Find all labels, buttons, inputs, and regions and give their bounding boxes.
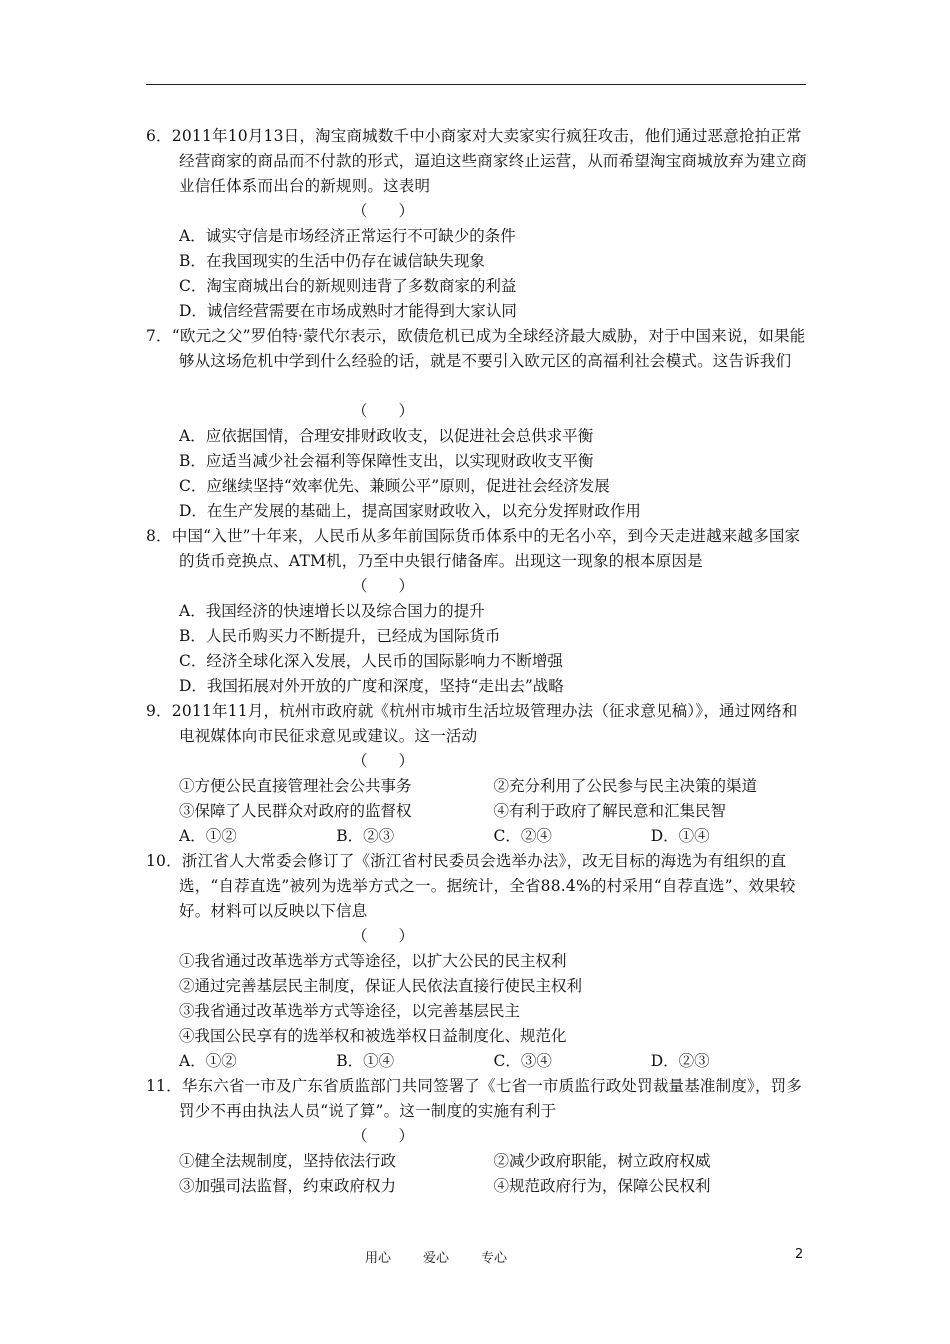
statement-3: ③保障了人民群众对政府的监督权 [179, 802, 412, 820]
answer-bracket: （ ） [352, 402, 415, 420]
option-b: B．应适当减少社会福利等保障性支出，以实现财政收支平衡 [179, 452, 594, 470]
question-9-stem: 9．2011年11月，杭州市政府就《杭州市城市生活垃圾管理办法（征求意见稿）》，通过网络和电视媒体向市民征求意见或建议。这一活动 [146, 702, 798, 745]
statement-row [146, 799, 808, 824]
choice-c: C．③④ [493, 1052, 552, 1070]
option-c: C．经济全球化深入发展，人民币的国际影响力不断增强 [179, 652, 563, 670]
option-c: C．应继续坚持“效率优先、兼顾公平”原则，促进社会经济发展 [179, 477, 610, 495]
statement-4: ④规范政府行为，保障公民权利 [493, 1177, 711, 1195]
footer-word: 爱心 [423, 1251, 450, 1266]
option-c: C．淘宝商城出台的新规则违背了多数商家的利益 [179, 277, 517, 295]
question-6 [146, 124, 808, 324]
statement-2: ②通过完善基层民主制度，保证人民依法直接行使民主权利 [179, 977, 583, 995]
option-a: A．我国经济的快速增长以及综合国力的提升 [179, 602, 485, 620]
statement-4: ④我国公民享有的选举权和被选举权日益制度化、规范化 [179, 1027, 567, 1045]
statement-3: ③加强司法监督，约束政府权力 [179, 1177, 397, 1195]
question-9 [146, 699, 808, 849]
statement-row [146, 774, 808, 799]
choice-b: B．②③ [336, 827, 395, 845]
header-rule [146, 84, 806, 85]
question-8-stem: 8．中国“入世”十年来，人民币从多年前国际货币体系中的无名小卒，到今天走进越来越多国家的货币竞换点、ATM机，乃至中央银行储备库。出现这一现象的根本原因是 [146, 527, 801, 570]
answer-bracket: （ ） [352, 927, 415, 945]
footer-motto [365, 1247, 585, 1266]
option-d: D．诚信经营需要在市场成熟时才能得到大家认同 [179, 302, 517, 320]
choice-row [146, 1049, 808, 1074]
choice-a: A．①② [179, 827, 237, 845]
option-b: B．人民币购买力不断提升，已经成为国际货币 [179, 627, 501, 645]
question-6-stem: 6．2011年10月13日，淘宝商城数千中小商家对大卖家实行疯狂攻击，他们通过恶意抢拍正常经营商家的商品而不付款的形式，逼迫这些商家终止运营，从而希望淘宝商城放弃为建立商业信任体系而出台的新规则。这表明 [146, 127, 808, 195]
statement-1: ①我省通过改革选举方式等途径，以扩大公民的民主权利 [179, 952, 567, 970]
choice-b: B．①④ [336, 1052, 395, 1070]
answer-bracket: （ ） [352, 752, 415, 770]
question-content [146, 124, 808, 1199]
statement-row [146, 1149, 808, 1174]
option-d: D．在生产发展的基础上，提高国家财政收入，以充分发挥财政作用 [179, 502, 641, 520]
question-7-stem: 7．“欧元之父”罗伯特·蒙代尔表示，欧债危机已成为全球经济最大威胁，对于中国来说，如果能够从这场危机中学到什么经验的话，就是不要引入欧元区的高福利社会模式。这告诉我们 [146, 327, 806, 370]
statement-4: ④有利于政府了解民意和汇集民智 [493, 802, 727, 820]
choice-d: D．①④ [650, 827, 710, 845]
question-10 [146, 849, 808, 1074]
option-a: A．应依据国情，合理安排财政收支，以促进社会总供求平衡 [179, 427, 594, 445]
question-8 [146, 524, 808, 699]
question-11 [146, 1074, 808, 1199]
answer-bracket: （ ） [352, 202, 415, 220]
footer-word: 专心 [481, 1251, 508, 1266]
footer-word: 用心 [365, 1251, 392, 1266]
page-number: 2 [795, 1247, 804, 1262]
choice-d: D．②③ [650, 1052, 710, 1070]
option-b: B．在我国现实的生活中仍存在诚信缺失现象 [179, 252, 485, 270]
question-10-stem: 10．浙江省人大常委会修订了《浙江省村民委员会选举办法》，改无目标的海选为有组织的直选，“自荐直选”被列为选举方式之一。据统计，全省88.4%的村采用“自荐直选”、效果较好。材料可以反映以下信息 [146, 852, 796, 920]
statement-2: ②充分利用了公民参与民主决策的渠道 [493, 777, 758, 795]
choice-c: C．②④ [493, 827, 552, 845]
answer-bracket: （ ） [352, 577, 415, 595]
statement-3: ③我省通过改革选举方式等途径，以完善基层民主 [179, 1002, 521, 1020]
choice-row [146, 824, 808, 849]
question-7 [146, 324, 808, 524]
choice-a: A．①② [179, 1052, 237, 1070]
answer-bracket: （ ） [352, 1127, 415, 1145]
question-11-stem: 11．华东六省一市及广东省质监部门共同签署了《七省一市质监行政处罚裁量基准制度》，罚多罚少不再由执法人员“说了算”。这一制度的实施有利于 [146, 1077, 803, 1120]
statement-2: ②减少政府职能，树立政府权威 [493, 1152, 711, 1170]
statement-row [146, 1174, 808, 1199]
statement-1: ①健全法规制度，坚持依法行政 [179, 1152, 397, 1170]
option-d: D．我国拓展对外开放的广度和深度，坚持“走出去”战略 [179, 677, 564, 695]
statement-1: ①方便公民直接管理社会公共事务 [179, 777, 412, 795]
option-a: A．诚实守信是市场经济正常运行不可缺少的条件 [179, 227, 516, 245]
